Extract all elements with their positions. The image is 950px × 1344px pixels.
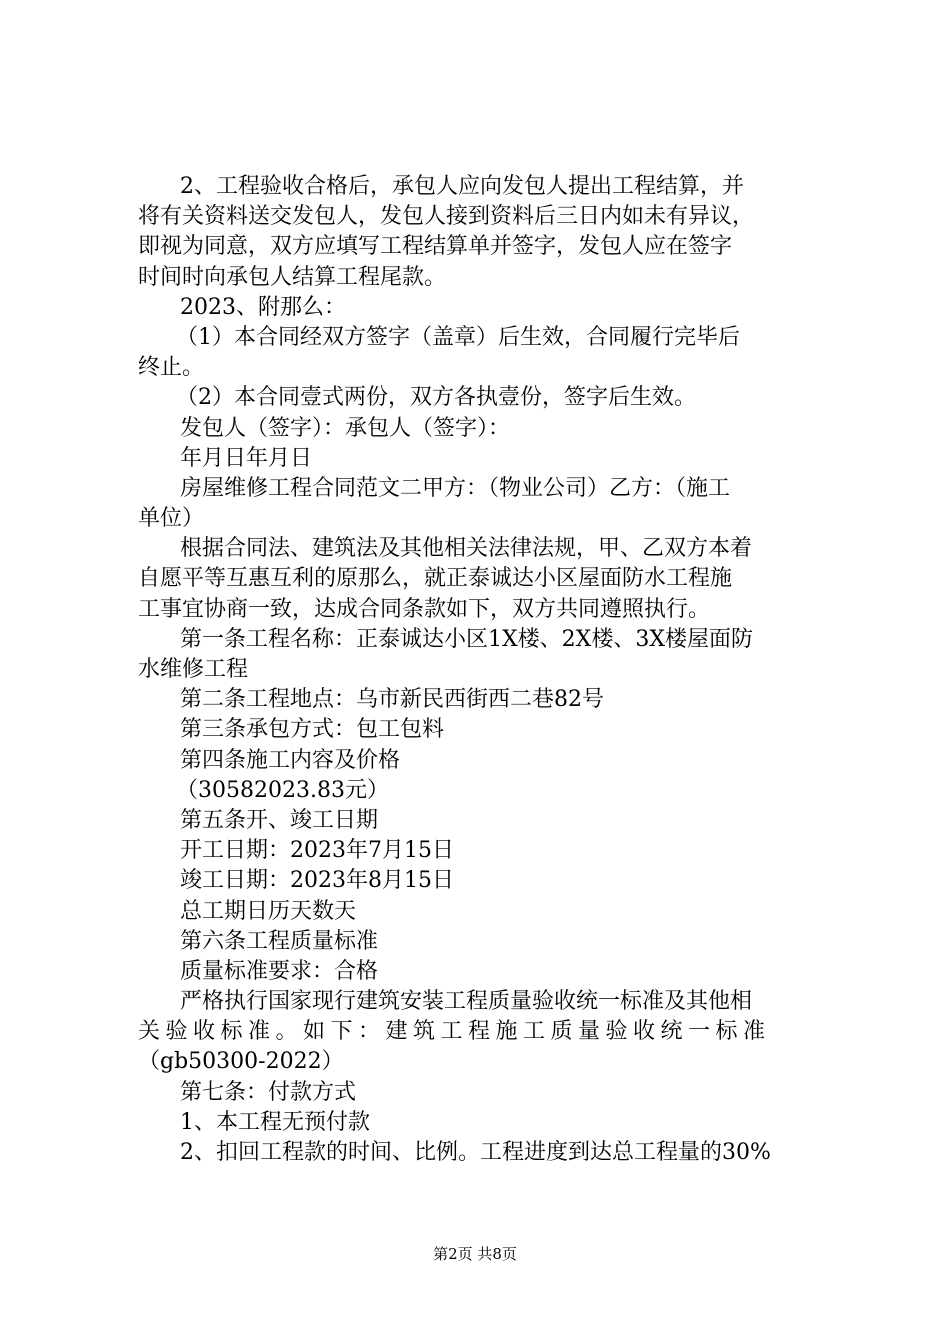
start-date-line: 开工日期：2023年7月15日: [180, 838, 454, 864]
clause-line: 第四条施工内容及价格: [180, 747, 401, 773]
paragraph-line: 将有关资料送交发包人，发包人接到资料后三日内如未有异议，: [138, 204, 755, 230]
paragraph-line: 单位）: [138, 506, 205, 532]
paragraph-line: 即视为同意，双方应填写工程结算单并签字，发包人应在签字: [138, 234, 733, 260]
paragraph-line: 严格执行国家现行建筑安装工程质量验收统一标准及其他相: [180, 989, 753, 1015]
paragraph-line: 时间时向承包人结算工程尾款。: [138, 264, 447, 290]
clause-line: 总工期日历天数天: [180, 898, 357, 924]
paragraph-line: 关验收标准。如下：建筑工程施工质量验收统一标准: [138, 1019, 771, 1045]
clause-line: 2、扣回工程款的时间、比例。工程进度到达总工程量的30%: [180, 1140, 771, 1165]
paragraph-line: （1）本合同经双方签字（盖章）后生效，合同履行完毕后: [176, 324, 740, 350]
paragraph-line: 工事宜协商一致，达成合同条款如下，双方共同遵照执行。: [138, 596, 711, 622]
paragraph-line: 根据合同法、建筑法及其他相关法律法规，甲、乙双方本着: [180, 536, 753, 562]
clause-line: 第五条开、竣工日期: [180, 807, 379, 833]
signature-line: 发包人（签字）：承包人（签字）：: [180, 415, 511, 441]
clause-line: 1、本工程无预付款: [180, 1109, 370, 1135]
paragraph-line: （2）本合同壹式两份，双方各执壹份，签字后生效。: [176, 385, 696, 411]
date-line: 年月日年月日: [180, 445, 313, 471]
clause-line: 第七条：付款方式: [180, 1079, 357, 1105]
clause-line: 第六条工程质量标准: [180, 928, 379, 954]
paragraph-line: 2、工程验收合格后，承包人应向发包人提出工程结算，并: [180, 174, 744, 199]
paragraph-line: （gb50300-2022）: [138, 1049, 344, 1075]
end-date-line: 竣工日期：2023年8月15日: [180, 868, 454, 894]
document-body: [138, 172, 828, 1168]
paragraph-line: 2023、附那么：: [180, 294, 346, 320]
page-footer: 第2页 共8页: [433, 1245, 517, 1263]
clause-line: 第一条工程名称：正泰诚达小区1X楼、2X楼、3X楼屋面防: [180, 626, 753, 652]
paragraph-line: 自愿平等互惠互利的原那么，就正泰诚达小区屋面防水工程施: [138, 566, 733, 592]
clause-line: 水维修工程: [138, 657, 249, 682]
clause-line: 质量标准要求：合格: [180, 958, 379, 984]
price-line: （30582023.83元）: [176, 777, 389, 803]
section-heading: 房屋维修工程合同范文二甲方：（物业公司）乙方：（施工: [180, 475, 731, 501]
clause-line: 第二条工程地点：乌市新民西街西二巷82号: [180, 687, 604, 713]
clause-line: 第三条承包方式：包工包料: [180, 717, 445, 743]
paragraph-line: 终止。: [138, 355, 205, 381]
